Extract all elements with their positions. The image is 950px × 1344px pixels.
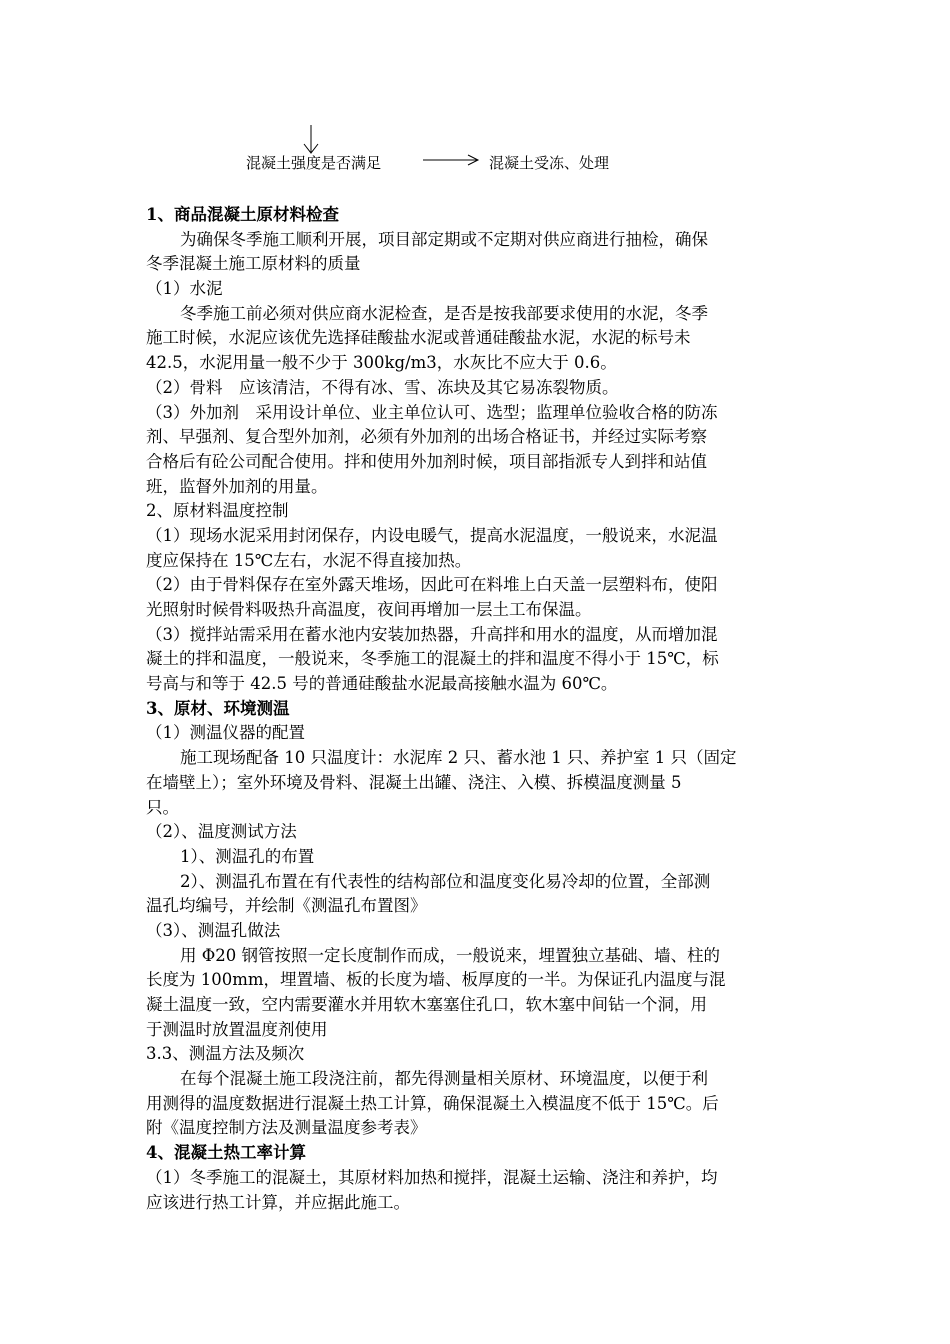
text-line: 长度为 100mm，埋置墙、板的长度为墙、板厚度的一半。为保证孔内温度与混	[146, 970, 726, 990]
text-line: 度应保持在 15℃左右，水泥不得直接加热。	[146, 550, 472, 570]
section-heading: 3、原材、环境测温	[146, 698, 290, 718]
text-line: 2）、测温孔布置在有代表性的结构部位和温度变化易冷却的位置，全部测	[180, 871, 711, 891]
text-line: （3）、测温孔做法	[146, 920, 281, 940]
text-line: 应该进行热工计算，并应据此施工。	[146, 1192, 410, 1212]
text-line: 凝土的拌和温度，一般说来，冬季施工的混凝土的拌和温度不得小于 15℃，标	[146, 649, 719, 669]
text-line: 只。	[146, 797, 179, 817]
text-line: 于测温时放置温度剂使用	[146, 1019, 328, 1039]
document-body	[146, 203, 806, 1215]
text-line: 合格后有砼公司配合使用。拌和使用外加剂时候，项目部指派专人到拌和站值	[146, 451, 707, 471]
text-line: （2）由于骨料保存在室外露天堆场，因此可在料堆上白天盖一层塑料布，使阳	[146, 575, 718, 595]
text-line: （2）、温度测试方法	[146, 822, 297, 842]
flow-right-label: 混凝土受冻、处理	[489, 154, 610, 172]
right-arrow-icon	[422, 152, 480, 168]
text-line: 3.3、测温方法及频次	[146, 1044, 305, 1064]
text-line: 2、原材料温度控制	[146, 501, 289, 521]
text-line: 1）、测温孔的布置	[180, 846, 315, 866]
text-line: 42.5，水泥用量一般不少于 300kg/m3，水灰比不应大于 0.6。	[146, 353, 617, 373]
text-line: 号高与和等于 42.5 号的普通硅酸盐水泥最高接触水温为 60℃。	[146, 674, 618, 694]
text-line: 施工时候，水泥应该优先选择硅酸盐水泥或普通硅酸盐水泥，水泥的标号未	[146, 328, 691, 348]
section-heading: 4、混凝土热工率计算	[146, 1143, 306, 1163]
text-line: 用测得的温度数据进行混凝土热工计算，确保混凝土入模温度不低于 15℃。后	[146, 1093, 719, 1113]
text-line: （2）骨料 应该清洁，不得有冰、雪、冻块及其它易冻裂物质。	[146, 377, 619, 397]
text-line: 温孔均编号，并绘制《测温孔布置图》	[146, 896, 427, 916]
flow-left-label: 混凝土强度是否满足	[246, 154, 382, 172]
text-line: 附《温度控制方法及测量温度参考表》	[146, 1118, 427, 1138]
text-line: （1）现场水泥采用封闭保存，内设电暖气，提高水泥温度，一般说来，水泥温	[146, 525, 718, 545]
text-line: 用 Φ20 钢管按照一定长度制作而成，一般说来，埋置独立基础、墙、柱的	[180, 945, 721, 965]
text-line: 在墙壁上）；室外环境及骨料、混凝土出罐、浇注、入模、拆模温度测量 5	[146, 772, 682, 792]
text-line: （3）搅拌站需采用在蓄水池内安装加热器，升高拌和用水的温度，从而增加混	[146, 624, 718, 644]
text-line: （1）冬季施工的混凝土，其原材料加热和搅拌，混凝土运输、浇注和养护，均	[146, 1167, 718, 1187]
section-heading: 1、商品混凝土原材料检查	[146, 205, 339, 224]
text-line: 光照射时候骨料吸热升高温度，夜间再增加一层土工布保温。	[146, 600, 592, 619]
text-line: （3）外加剂 采用设计单位、业主单位认可、选型；监理单位验收合格的防冻	[146, 402, 718, 422]
text-line: 为确保冬季施工顺利开展，项目部定期或不定期对供应商进行抽检，确保	[180, 229, 708, 249]
flowchart-fragment	[0, 0, 950, 200]
text-line: 施工现场配备 10 只温度计：水泥库 2 只、蓄水池 1 只、养护室 1 只（固定	[180, 748, 737, 768]
text-line: （1）水泥	[146, 279, 223, 299]
text-line: （1）测温仪器的配置	[146, 723, 305, 743]
text-line: 剂、早强剂、复合型外加剂，必须有外加剂的出场合格证书，并经过实际考察	[146, 427, 707, 447]
text-line: 凝土温度一致，空内需要灌水并用软木塞塞住孔口，软木塞中间钻一个洞，用	[146, 995, 707, 1014]
text-line: 冬季混凝土施工原材料的质量	[146, 254, 361, 274]
text-line: 在每个混凝土施工段浇注前，都先得测量相关原材、环境温度，以便于利	[180, 1069, 708, 1089]
text-line: 冬季施工前必须对供应商水泥检查，是否是按我部要求使用的水泥，冬季	[180, 303, 708, 323]
text-line: 班，监督外加剂的用量。	[146, 476, 328, 496]
